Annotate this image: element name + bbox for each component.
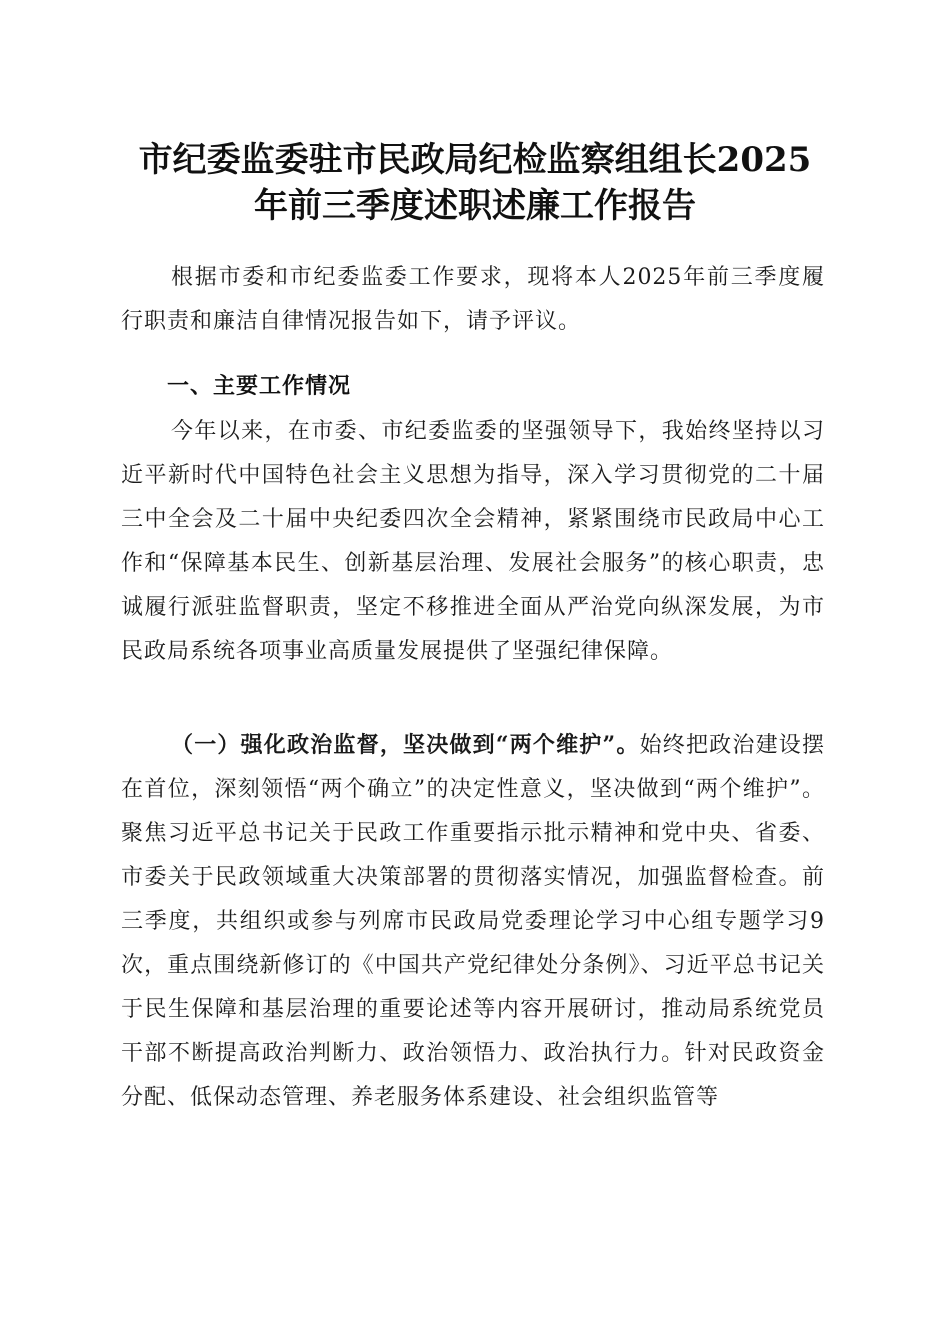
subsection-political-supervision — [121, 723, 825, 1120]
intro-paragraph: 根据市委和市纪委监委工作要求，现将本人2025年前三季度履行职责和廉洁自律情况报告如下，请予评议。 — [121, 265, 825, 334]
section-heading-main-work: 一、主要工作情况 — [167, 374, 352, 399]
section1-paragraph-1: 今年以来，在市委、市纪委监委的坚强领导下，我始终坚持以习近平新时代中国特色社会主义思想为指导，深入学习贯彻党的二十届三中全会及二十届中央纪委四次全会精神，紧紧围绕市民政局中心工作和“保障基本民生、创新基层治理、发展社会服务”的核心职责，忠诚履行派驻监督职责，坚定不移推进全面从严治党向纵深发展，为市民政局系统各项事业高质量发展提供了坚强纪律保障。 — [121, 419, 825, 664]
document-title-line-2: 年前三季度述职述廉工作报告 — [254, 186, 696, 226]
subsection-lead-text: （一）强化政治监督，坚决做到“两个维护”。 — [171, 732, 640, 758]
subsection-body-text: 始终把政治建设摆在首位，深刻领悟“两个确立”的决定性意义，坚决做到“两个维护”。聚焦习近平总书记关于民政工作重要指示批示精神和党中央、省委、市委关于民政领域重大决策部署的贯彻落实情况，加强监督检查。前三季度，共组织或参与列席市民政局党委理论学习中心组专题学习9次，重点围绕新修订的《中国共产党纪律处分条例》、习近平总书记关于民生保障和基层治理的重要论述等内容开展研讨，推动局系统党员干部不断提高政治判断力、政治领悟力、政治执行力。针对民政资金分配、低保动态管理、养老服务体系建设、社会组织监管等 — [121, 733, 825, 1110]
document-title-line-1: 市纪委监委驻市民政局纪检监察组组长2025 — [138, 140, 812, 180]
